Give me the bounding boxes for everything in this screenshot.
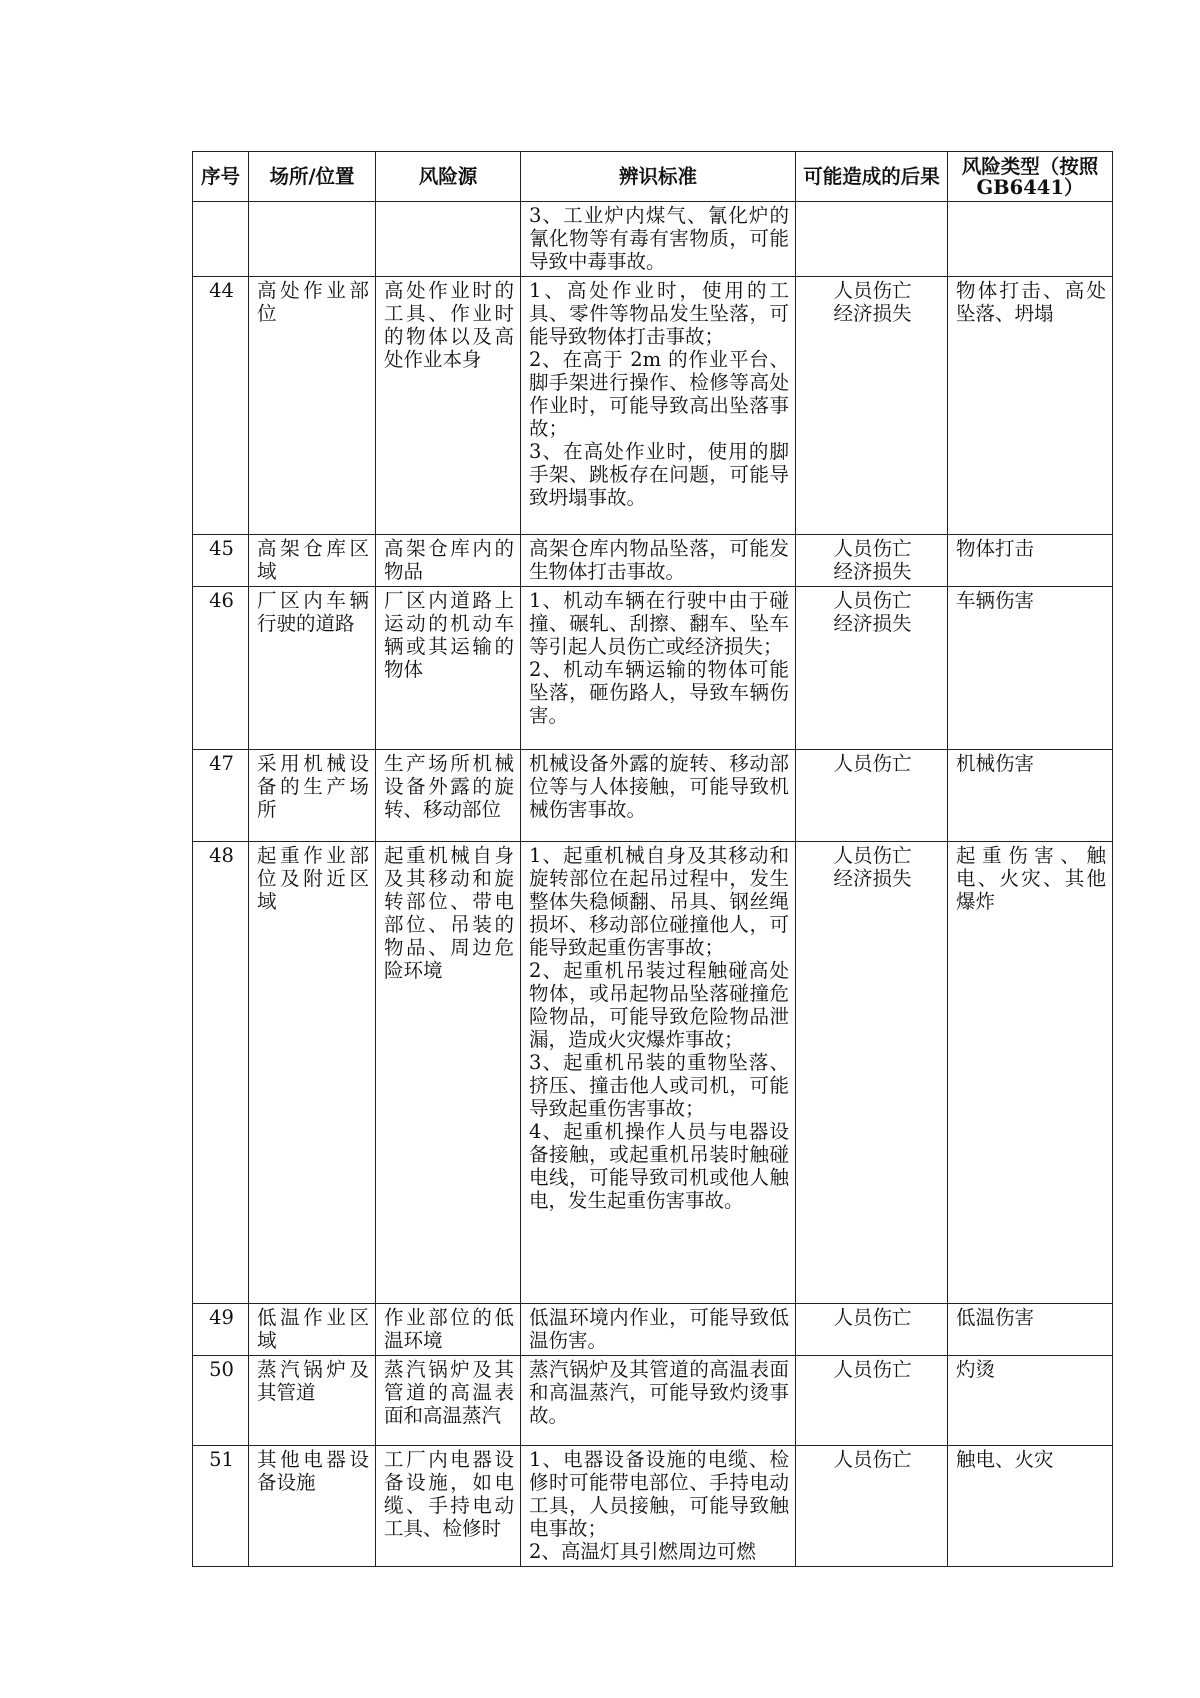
cell-criteria-line: 1、起重机械自身及其移动和旋转部位在起吊过程中，发生整体失稳倾翻、吊具、钢丝绳损坏、移动部位碰撞他人，可能导致起重伤害事故； <box>529 844 789 959</box>
cell-no <box>193 277 249 535</box>
cell-criteria-line: 1、机动车辆在行驶中由于碰撞、碾轧、刮擦、翻车、坠车等引起人员伤亡或经济损失； <box>529 589 789 658</box>
cell-no <box>193 202 249 277</box>
cell-consequence <box>796 535 948 587</box>
cell-location <box>249 277 376 535</box>
cell-type-line: 机械伤害 <box>956 752 1035 775</box>
cell-source-line: 厂区内道路上运动的机动车辆或其运输的物体 <box>384 589 514 681</box>
cell-source-line: 高处作业时的工具、作业时的物体以及高处作业本身 <box>384 279 514 371</box>
cell-type-line: 车辆伤害 <box>956 589 1035 612</box>
cell-consequence <box>796 202 948 277</box>
header-consequence: 可能造成的后果 <box>796 152 948 202</box>
cell-criteria-line: 低温环境内作业，可能导致低温伤害。 <box>529 1306 789 1352</box>
cell-type <box>948 750 1113 842</box>
cell-consequence <box>796 277 948 535</box>
table-row <box>193 587 1113 750</box>
table-row <box>193 1356 1113 1446</box>
cell-criteria <box>521 1356 796 1446</box>
cell-criteria <box>521 202 796 277</box>
cell-source <box>376 842 521 1304</box>
cell-no-line: 46 <box>209 589 234 612</box>
cell-location-line: 低温作业区域 <box>257 1306 369 1352</box>
cell-consequence <box>796 1304 948 1356</box>
cell-criteria <box>521 1304 796 1356</box>
table-row <box>193 535 1113 587</box>
table-row <box>193 202 1113 277</box>
cell-criteria <box>521 1446 796 1567</box>
table-row <box>193 277 1113 535</box>
cell-source-line: 工厂内电器设备设施，如电缆、手持电动工具、检修时 <box>384 1448 514 1540</box>
cell-criteria-line: 机械设备外露的旋转、移动部位等与人体接触，可能导致机械伤害事故。 <box>529 752 789 821</box>
cell-type <box>948 202 1113 277</box>
cell-type-line: 起重伤害、触电、火灾、其他爆炸 <box>956 844 1106 913</box>
cell-type <box>948 277 1113 535</box>
cell-criteria-line: 1、高处作业时，使用的工具、零件等物品发生坠落，可能导致物体打击事故； <box>529 279 789 348</box>
cell-source-line: 蒸汽锅炉及其管道的高温表面和高温蒸汽 <box>384 1358 514 1427</box>
cell-consequence-line: 人员伤亡 <box>833 537 912 560</box>
cell-consequence-line: 人员伤亡 <box>833 279 912 302</box>
cell-consequence-line: 人员伤亡 <box>833 1306 912 1329</box>
cell-no-line: 50 <box>209 1358 234 1381</box>
table-header-row <box>193 152 1113 202</box>
cell-consequence-line: 人员伤亡 <box>833 752 912 775</box>
cell-criteria-line: 2、高温灯具引燃周边可燃 <box>529 1540 756 1563</box>
cell-no-line: 44 <box>209 279 234 302</box>
cell-source-line: 生产场所机械设备外露的旋转、移动部位 <box>384 752 514 821</box>
cell-type <box>948 1304 1113 1356</box>
cell-consequence <box>796 587 948 750</box>
cell-consequence-line: 经济损失 <box>833 560 912 583</box>
cell-consequence <box>796 1446 948 1567</box>
cell-consequence-line: 人员伤亡 <box>833 1448 912 1471</box>
cell-criteria-line: 3、工业炉内煤气、氰化炉的氰化物等有毒有害物质，可能导致中毒事故。 <box>529 204 789 273</box>
cell-no-line: 48 <box>209 844 234 867</box>
cell-type-line: 灼烫 <box>956 1358 996 1381</box>
table-row <box>193 1304 1113 1356</box>
table-row <box>193 750 1113 842</box>
cell-criteria-line: 3、起重机吊装的重物坠落、挤压、撞击他人或司机，可能导致起重伤害事故； <box>529 1051 789 1120</box>
cell-no-line: 47 <box>209 752 234 775</box>
header-location: 场所/位置 <box>249 152 376 202</box>
cell-criteria-line: 3、在高处作业时，使用的脚手架、跳板存在问题，可能导致坍塌事故。 <box>529 440 789 509</box>
cell-criteria-line: 蒸汽锅炉及其管道的高温表面和高温蒸汽，可能导致灼烫事故。 <box>529 1358 789 1427</box>
cell-no-line: 45 <box>209 537 234 560</box>
cell-source-line: 作业部位的低温环境 <box>384 1306 514 1352</box>
cell-source <box>376 202 521 277</box>
header-type: 风险类型（按照 GB6441） <box>948 152 1113 202</box>
cell-type <box>948 1356 1113 1446</box>
cell-criteria-line: 2、起重机吊装过程触碰高处物体，或吊起物品坠落碰撞危险物品，可能导致危险物品泄漏，造成火灾爆炸事故； <box>529 959 789 1051</box>
cell-location <box>249 1446 376 1567</box>
cell-type <box>948 842 1113 1304</box>
cell-type-line: 低温伤害 <box>956 1306 1035 1329</box>
cell-no <box>193 535 249 587</box>
cell-type-line: 物体打击、高处坠落、坍塌 <box>956 279 1106 325</box>
cell-consequence <box>796 842 948 1304</box>
cell-criteria <box>521 587 796 750</box>
cell-criteria-line: 2、机动车辆运输的物体可能坠落，砸伤路人，导致车辆伤害。 <box>529 658 789 727</box>
cell-type <box>948 1446 1113 1567</box>
cell-no-line: 49 <box>209 1306 234 1329</box>
cell-criteria <box>521 750 796 842</box>
cell-no <box>193 1446 249 1567</box>
cell-criteria-line: 高架仓库内物品坠落，可能发生物体打击事故。 <box>529 537 789 583</box>
cell-location-line: 采用机械设备的生产场所 <box>257 752 369 821</box>
cell-type <box>948 587 1113 750</box>
cell-criteria-line: 2、在高于 2m 的作业平台、脚手架进行操作、检修等高处作业时，可能导致高出坠落事故； <box>529 348 789 440</box>
cell-location <box>249 1304 376 1356</box>
cell-type <box>948 535 1113 587</box>
cell-no-line: 51 <box>209 1448 234 1471</box>
cell-source <box>376 1446 521 1567</box>
table-row <box>193 842 1113 1304</box>
cell-criteria-line: 1、电器设备设施的电缆、检修时可能带电部位、手持电动工具，人员接触，可能导致触电事故； <box>529 1448 789 1540</box>
cell-location-line: 厂区内车辆行驶的道路 <box>257 589 369 635</box>
cell-no <box>193 1356 249 1446</box>
cell-type-line: 物体打击 <box>956 537 1035 560</box>
cell-consequence-line: 人员伤亡 <box>833 589 912 612</box>
cell-location <box>249 842 376 1304</box>
cell-no <box>193 1304 249 1356</box>
cell-criteria <box>521 277 796 535</box>
cell-criteria-line: 4、起重机操作人员与电器设备接触，或起重机吊装时触碰电线，可能导致司机或他人触电，发生起重伤害事故。 <box>529 1120 789 1212</box>
cell-consequence-line: 经济损失 <box>833 867 912 890</box>
cell-source <box>376 750 521 842</box>
cell-no <box>193 587 249 750</box>
header-no: 序号 <box>193 152 249 202</box>
cell-location-line: 高架仓库区域 <box>257 537 369 583</box>
cell-no <box>193 750 249 842</box>
cell-source-line: 起重机械自身及其移动和旋转部位、带电部位、吊装的物品、周边危险环境 <box>384 844 514 982</box>
cell-location-line: 蒸汽锅炉及其管道 <box>257 1358 369 1404</box>
cell-location <box>249 587 376 750</box>
cell-consequence <box>796 1356 948 1446</box>
cell-consequence-line: 经济损失 <box>833 302 912 325</box>
cell-location-line: 起重作业部位及附近区域 <box>257 844 369 913</box>
cell-location-line: 高处作业部位 <box>257 279 369 325</box>
cell-source <box>376 587 521 750</box>
cell-source <box>376 1304 521 1356</box>
cell-source <box>376 1356 521 1446</box>
cell-source <box>376 277 521 535</box>
cell-consequence-line: 人员伤亡 <box>833 844 912 867</box>
cell-location <box>249 750 376 842</box>
header-source: 风险源 <box>376 152 521 202</box>
cell-location <box>249 535 376 587</box>
cell-location-line: 其他电器设备设施 <box>257 1448 369 1494</box>
risk-table <box>192 151 1113 1567</box>
cell-consequence <box>796 750 948 842</box>
cell-criteria <box>521 535 796 587</box>
table-body <box>193 202 1113 1567</box>
cell-consequence-line: 人员伤亡 <box>833 1358 912 1381</box>
cell-location <box>249 1356 376 1446</box>
cell-source-line: 高架仓库内的物品 <box>384 537 514 583</box>
cell-source <box>376 535 521 587</box>
table-row <box>193 1446 1113 1567</box>
header-criteria: 辨识标准 <box>521 152 796 202</box>
cell-criteria <box>521 842 796 1304</box>
cell-consequence-line: 经济损失 <box>833 612 912 635</box>
cell-type-line: 触电、火灾 <box>956 1448 1054 1471</box>
cell-location <box>249 202 376 277</box>
cell-no <box>193 842 249 1304</box>
